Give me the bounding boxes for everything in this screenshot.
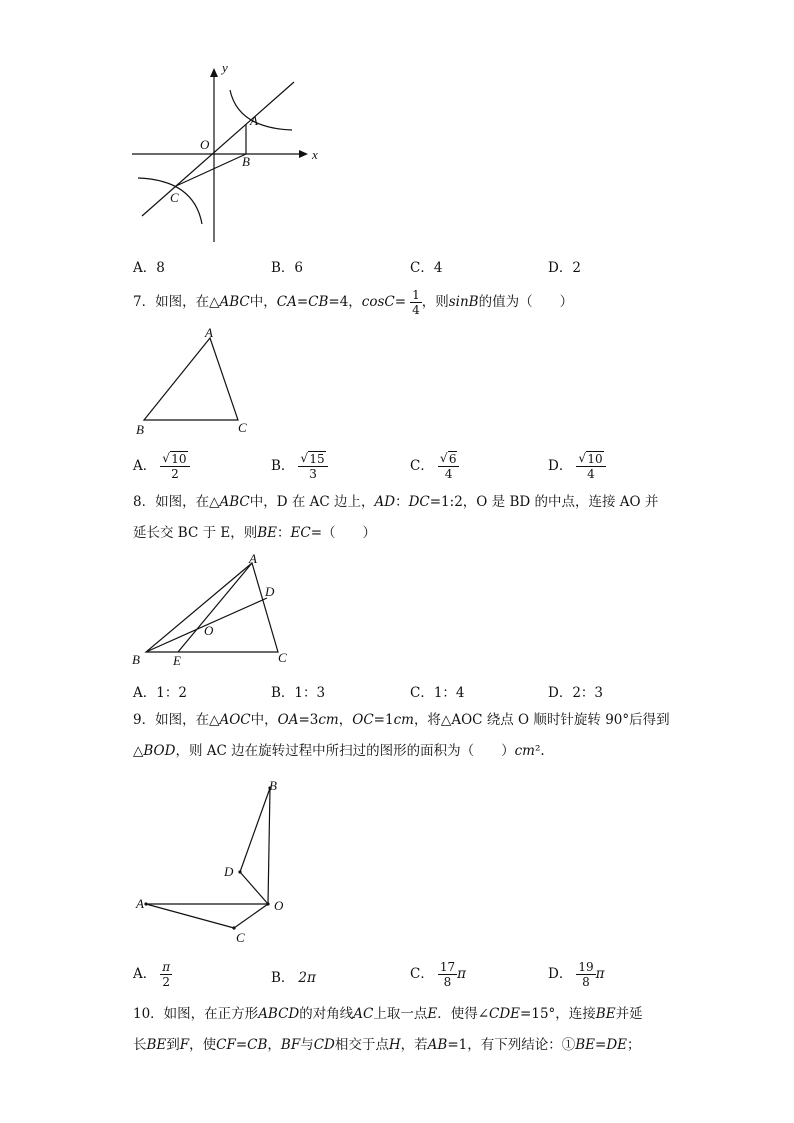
q9-option-c-fraction <box>438 960 457 989</box>
q7-option-c-letter: C． <box>410 458 434 474</box>
label-c: C <box>238 420 247 435</box>
q10-line2-eq: = <box>235 1037 248 1053</box>
q8-line2-text-1: 延长交 BC 于 E，则 <box>133 525 258 541</box>
q10-line2-ab: AB <box>427 1037 448 1053</box>
q8-option-d: D．2：3 <box>548 685 604 701</box>
q9-option-b <box>271 966 316 986</box>
q6-option-a: A．8 <box>133 260 165 276</box>
q9-figure <box>128 776 298 948</box>
q7-stem-ca: CA <box>276 294 297 310</box>
q8-stem-line-2 <box>133 523 376 543</box>
q8-option-b: B．1：3 <box>271 685 326 701</box>
q9-line2-end: ². <box>535 743 545 759</box>
q10-line2-comma: ， <box>267 1037 281 1053</box>
triangle-abc <box>144 338 238 420</box>
q10-line2-text-4: 与 <box>300 1037 314 1053</box>
q6-figure <box>128 58 328 248</box>
label-d: D <box>265 584 275 599</box>
q7-stem-text-3: ，则 <box>421 294 449 310</box>
q7-figure <box>128 326 258 438</box>
q7-option-a-denom: 2 <box>171 467 179 481</box>
q7-stem-text-1: 7．如图，在△ <box>133 294 220 310</box>
q10-line2-cd: CD <box>313 1037 335 1053</box>
q9-line2-text-1: ，则 AC 边在旋转过程中所扫过的图形的面积为（ ） <box>175 743 515 759</box>
q7-option-b-fraction: √ 15 3 <box>298 452 327 481</box>
q10-line2-text-1: 长 <box>133 1037 147 1053</box>
q9-option-a <box>133 960 172 989</box>
label-a: A <box>249 551 257 566</box>
q7-option-d-fraction: √ 10 4 <box>576 452 605 481</box>
q7-stem-cb: CB <box>308 294 329 310</box>
q9-line1-eq1: =1 <box>373 712 394 728</box>
q9-option-d <box>548 960 604 989</box>
y-axis-arrow <box>210 68 218 77</box>
point-o <box>266 902 269 905</box>
q10-line1-text-2: 的对角线 <box>299 1006 354 1022</box>
point-d <box>238 870 241 873</box>
q8-line1-abc: ABC <box>219 494 250 510</box>
q9-option-a-num: π <box>162 960 171 974</box>
q7-stem <box>133 288 573 317</box>
q10-line1-e: E <box>427 1006 438 1022</box>
q7-option-d-letter: D． <box>548 458 573 474</box>
q9-option-c-num: 17 <box>439 960 456 974</box>
q10-line1-abcd: ABCD <box>258 1006 300 1022</box>
q9-option-d-num: 19 <box>578 960 594 974</box>
q9-line1-aoc: AOC <box>219 712 251 728</box>
q10-line1-text-4: ．使得∠ <box>437 1006 490 1022</box>
q8-line2-colon: ： <box>277 525 291 541</box>
label-b: B <box>242 154 250 169</box>
q9-line1-cm2: cm <box>393 712 414 728</box>
q10-line2-text-3: ，使 <box>189 1037 217 1053</box>
hyperbola-branch-1 <box>230 90 292 130</box>
q10-line1-text-3: 上取一点 <box>373 1006 428 1022</box>
label-o: O <box>204 623 214 638</box>
segment-ae <box>178 563 252 652</box>
label-o: O <box>274 898 284 913</box>
point-a <box>144 902 147 905</box>
q7-frac-num: 1 <box>412 288 420 302</box>
label-c: C <box>170 190 179 205</box>
q9-option-b-value: 2π <box>298 970 316 986</box>
q8-line1-ad: AD <box>374 494 396 510</box>
q9-option-d-den: 8 <box>582 975 590 989</box>
q10-line2-text-7: =1，有下列结论：① <box>447 1037 576 1053</box>
q8-line2-text-2: =（ ） <box>310 525 377 541</box>
q9-option-c-den: 8 <box>443 975 452 989</box>
q10-line1-text-5: =15°，连接 <box>520 1006 596 1022</box>
q7-option-b <box>271 452 328 481</box>
q8-line2-be: BE <box>257 525 278 541</box>
q7-option-a <box>133 452 190 481</box>
q9-line1-oc: OC <box>352 712 374 728</box>
label-b: B <box>269 778 277 793</box>
label-b: B <box>136 422 144 437</box>
q9-line2-cm: cm <box>514 743 535 759</box>
q6-option-c: C．4 <box>410 260 443 276</box>
segment-bd <box>240 788 270 872</box>
q9-line2-bod: BOD <box>143 743 176 759</box>
q9-option-d-fraction <box>576 960 595 989</box>
q7-stem-eq4: =4， <box>328 294 362 310</box>
q7-option-d-denom: 4 <box>587 467 595 481</box>
q10-stem-line-1 <box>133 1004 643 1024</box>
q9-stem-line-2 <box>133 741 545 761</box>
q9-option-c-pi: π <box>457 966 466 982</box>
x-axis-arrow <box>299 150 308 158</box>
segment-bo <box>268 788 270 904</box>
q9-option-a-den: 2 <box>162 975 171 989</box>
triangle-abc <box>146 563 278 652</box>
q10-line2-bede: BE=DE <box>575 1037 627 1053</box>
q8-figure <box>128 550 298 670</box>
q8-line1-text-2: 中，D 在 AC 边上， <box>249 494 375 510</box>
q8-line1-text-3: =1:2，O 是 BD 的中点，连接 AO 并 <box>429 494 659 510</box>
q7-option-b-letter: B． <box>271 458 295 474</box>
q10-line2-cb: CB <box>247 1037 268 1053</box>
q9-line1-text-2: 中， <box>250 712 278 728</box>
q7-option-b-radicand: 15 <box>309 452 325 466</box>
label-x: x <box>312 147 318 162</box>
q8-option-a: A．1：2 <box>133 685 187 701</box>
q7-stem-abc: ABC <box>219 294 250 310</box>
q7-option-a-radicand: 10 <box>171 452 187 466</box>
label-o: O <box>200 137 210 152</box>
q7-option-a-fraction: √ 10 2 <box>160 452 189 481</box>
q9-line1-comma: ， <box>338 712 353 728</box>
q10-line1-text-6: 并延 <box>615 1006 643 1022</box>
q10-line2-text-6: ，若 <box>400 1037 428 1053</box>
q7-option-d-radicand: 10 <box>587 452 603 466</box>
q10-line1-ac: AC <box>353 1006 374 1022</box>
q6-option-d: D．2 <box>548 260 581 276</box>
q10-line2-text-8: ； <box>627 1037 641 1053</box>
label-a: A <box>205 326 213 340</box>
q9-option-c <box>410 960 466 989</box>
q9-line1-oa: OA <box>277 712 299 728</box>
q10-line1-cde: CDE <box>489 1006 521 1022</box>
q7-option-c-fraction: √ 6 4 <box>438 452 460 481</box>
label-a: A <box>136 896 144 911</box>
q8-line1-colon: ： <box>395 494 409 510</box>
q10-line2-bf: BF <box>280 1037 301 1053</box>
q8-option-c: C．1：4 <box>410 685 465 701</box>
q7-stem-cos: cosC <box>361 294 395 310</box>
q9-line1-eq3: =3 <box>298 712 319 728</box>
q6-option-b: B．6 <box>271 260 304 276</box>
q10-line2-be: BE <box>146 1037 167 1053</box>
q10-line1-text-1: 10．如图，在正方形 <box>133 1006 259 1022</box>
q7-option-b-denom: 3 <box>309 467 317 481</box>
q9-option-b-letter: B． <box>271 970 295 986</box>
q7-option-c-radicand: 6 <box>448 452 457 466</box>
q7-stem-eq: = <box>296 294 309 310</box>
line-ac <box>142 82 294 216</box>
q8-line1-text-1: 8．如图，在△ <box>133 494 220 510</box>
q9-option-d-letter: D． <box>548 966 573 982</box>
q9-line1-text-3: ，将△AOC 绕点 O 顺时针旋转 90°后得到 <box>413 712 670 728</box>
label-e: E <box>173 653 181 668</box>
q10-line2-f: F <box>179 1037 190 1053</box>
q7-stem-text-2: 中， <box>249 294 277 310</box>
q9-line1-text-1: 9．如图，在△ <box>133 712 220 728</box>
q9-stem-line-1 <box>133 710 670 730</box>
q7-option-c <box>410 452 459 481</box>
segment-do <box>240 872 268 904</box>
q7-option-c-denom: 4 <box>444 467 453 481</box>
q9-line1-cm1: cm <box>318 712 339 728</box>
q10-line1-be: BE <box>595 1006 616 1022</box>
q7-stem-fraction <box>410 288 422 317</box>
label-b: B <box>132 652 140 667</box>
q10-line2-text-5: 相交于点 <box>334 1037 389 1053</box>
label-c: C <box>278 650 287 665</box>
segment-cb <box>176 154 246 186</box>
q8-line2-ec: EC <box>290 525 311 541</box>
q8-stem-line-1 <box>133 492 658 512</box>
q7-stem-sinb: sinB <box>448 294 479 310</box>
segment-oc <box>234 904 268 928</box>
q9-option-a-fraction <box>160 960 172 989</box>
label-y: y <box>222 60 228 75</box>
q10-line2-cf: CF <box>216 1037 236 1053</box>
q7-option-a-letter: A． <box>133 458 157 474</box>
q9-option-d-pi: π <box>595 966 605 982</box>
q7-frac-den: 4 <box>412 303 420 317</box>
q9-option-a-letter: A． <box>133 966 157 982</box>
q9-option-c-letter: C． <box>410 966 434 982</box>
q7-stem-text-4: 的值为（ ） <box>478 294 574 310</box>
q10-line2-h: H <box>388 1037 401 1053</box>
q9-line2-triangle: △ <box>133 743 144 759</box>
q10-line2-text-2: 到 <box>166 1037 180 1053</box>
q8-line1-dc: DC <box>408 494 430 510</box>
q10-stem-line-2 <box>133 1035 641 1055</box>
label-d: D <box>224 864 234 879</box>
q7-option-d <box>548 452 606 481</box>
label-c: C <box>236 930 245 945</box>
label-a: A <box>250 113 258 128</box>
segment-ac <box>146 904 234 928</box>
q7-stem-cos-eq: = <box>394 294 407 310</box>
